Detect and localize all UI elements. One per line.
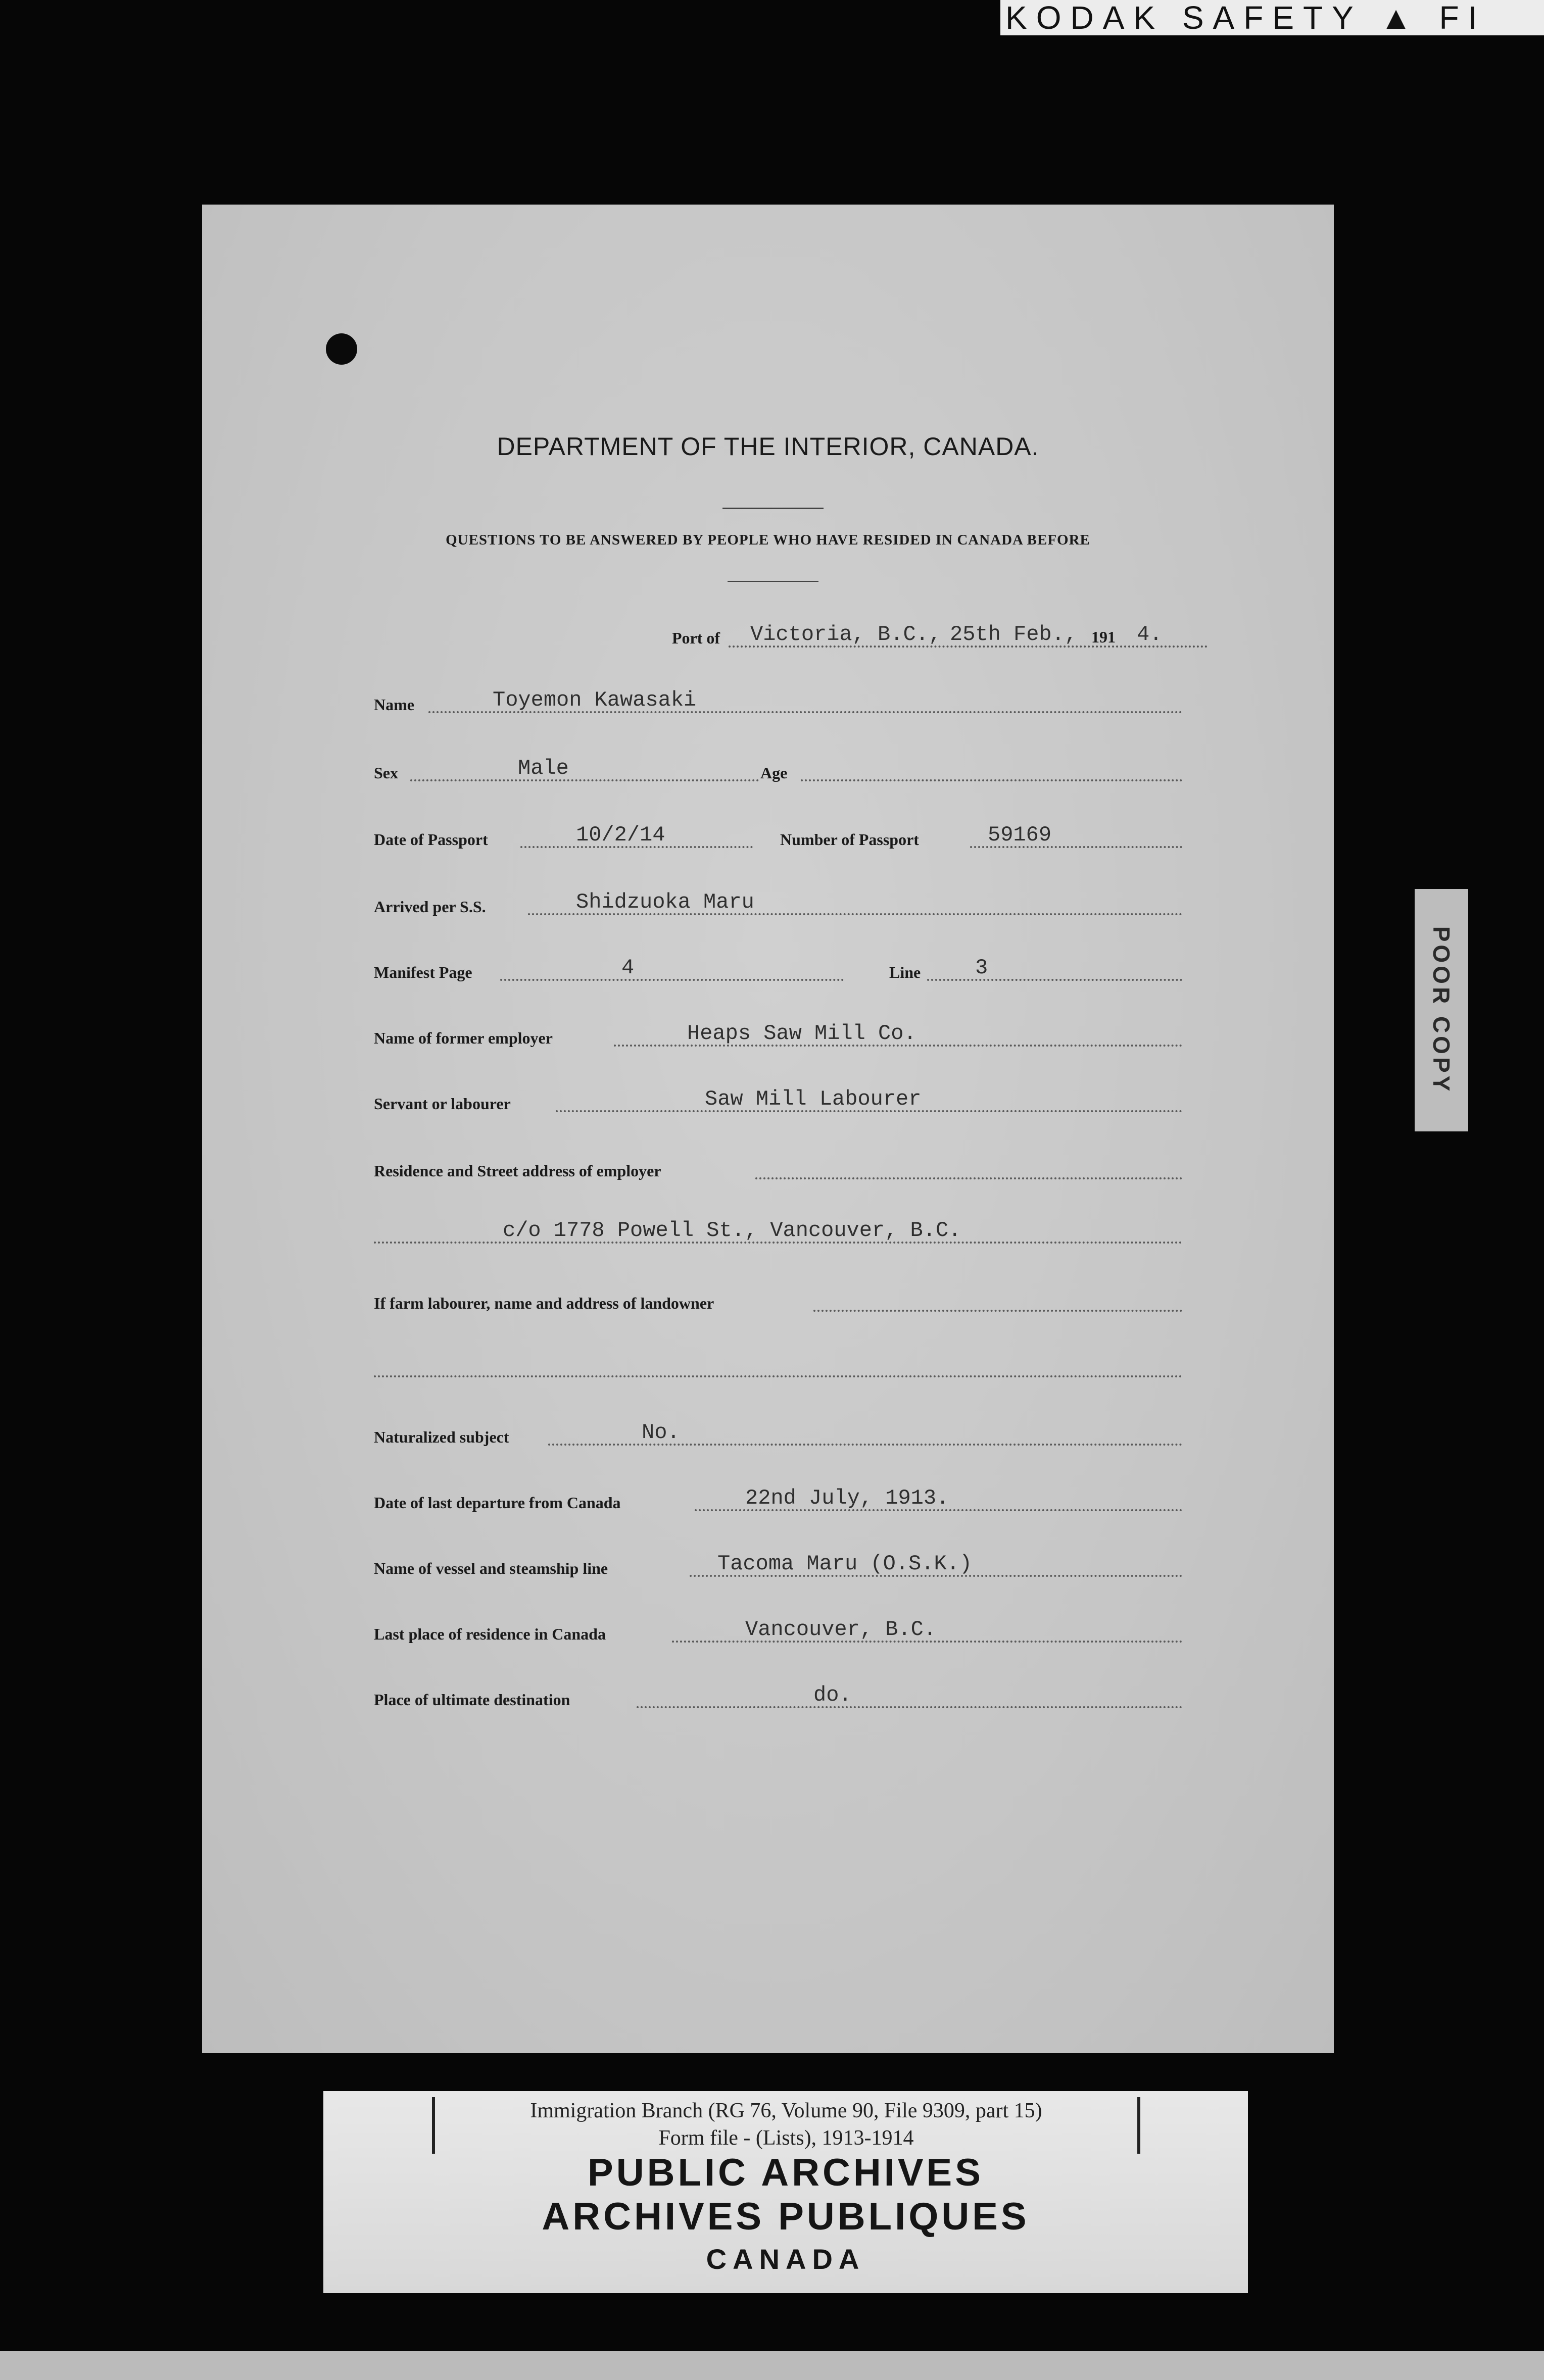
employer-address-dots xyxy=(755,1177,1182,1179)
name-label: Name xyxy=(374,696,414,714)
punch-hole xyxy=(326,333,357,365)
farm-line xyxy=(374,1351,1182,1381)
departure-label: Date of last departure from Canada xyxy=(374,1494,621,1512)
title-rule xyxy=(722,508,824,509)
archive-label xyxy=(323,2091,1248,2293)
reference-line-2: Form file - (Lists), 1913-1914 xyxy=(658,2126,914,2150)
manifest-dots xyxy=(500,979,844,981)
naturalized-label: Naturalized subject xyxy=(374,1428,509,1446)
employer-field xyxy=(374,1020,1182,1051)
form-subtitle: QUESTIONS TO BE ANSWERED BY PEOPLE WHO HAVE RESIDED IN CANADA BEFORE xyxy=(446,532,1090,548)
residence-field xyxy=(374,1616,1182,1647)
passport-number-value: 59169 xyxy=(988,823,1052,847)
vessel-field xyxy=(374,1551,1182,1581)
farm-dots xyxy=(813,1310,1182,1312)
manifest-value: 4 xyxy=(621,956,635,980)
year-prefix: 191 xyxy=(1091,628,1116,646)
farm-label: If farm labourer, name and address of landowner xyxy=(374,1294,714,1312)
age-dots xyxy=(801,779,1182,781)
arrived-value: Shidzuoka Maru xyxy=(576,890,754,914)
vessel-label: Name of vessel and steamship line xyxy=(374,1559,608,1577)
employer-address-value: c/o 1778 Powell St., Vancouver, B.C. xyxy=(503,1218,961,1243)
port-label: Port of xyxy=(672,629,720,647)
poor-copy-stamp xyxy=(1415,889,1468,1131)
line-dots xyxy=(927,979,1182,981)
film-bottom-strip xyxy=(0,2351,1544,2380)
destination-label: Place of ultimate destination xyxy=(374,1691,570,1709)
form-document xyxy=(202,205,1334,2053)
date-value: 25th Feb., xyxy=(950,622,1078,647)
farm-field xyxy=(374,1285,1182,1316)
arrived-field xyxy=(374,889,1182,919)
employer-address-line xyxy=(374,1217,1182,1248)
archives-publiques: ARCHIVES PUBLIQUES xyxy=(542,2195,1030,2238)
passport-field xyxy=(374,822,1182,852)
port-value: Victoria, B.C., xyxy=(750,622,942,647)
film-edge-label: KODAK SAFETY ▲ FI xyxy=(1000,0,1544,35)
naturalized-field xyxy=(374,1419,1182,1450)
passport-number-label: Number of Passport xyxy=(780,830,919,849)
department-title: DEPARTMENT OF THE INTERIOR, CANADA. xyxy=(497,432,1039,461)
residence-label: Last place of residence in Canada xyxy=(374,1625,606,1643)
passport-date-value: 10/2/14 xyxy=(576,823,665,847)
destination-dots xyxy=(637,1706,1182,1708)
archive-canada: CANADA xyxy=(706,2243,865,2275)
servant-label: Servant or labourer xyxy=(374,1095,511,1113)
sex-dots xyxy=(410,779,759,781)
vessel-value: Tacoma Maru (O.S.K.) xyxy=(717,1552,973,1576)
naturalized-value: No. xyxy=(642,1420,680,1445)
reference-line-1: Immigration Branch (RG 76, Volume 90, File 9309, part 15) xyxy=(530,2099,1042,2122)
farm-line-dots xyxy=(374,1375,1182,1377)
year-digit: 4. xyxy=(1137,622,1163,647)
employer-address-label: Residence and Street address of employer xyxy=(374,1162,661,1180)
sex-label: Sex xyxy=(374,764,398,782)
employer-label: Name of former employer xyxy=(374,1029,553,1047)
departure-value: 22nd July, 1913. xyxy=(745,1486,949,1510)
sex-age-field xyxy=(374,755,1182,785)
line-label: Line xyxy=(889,963,921,981)
name-value: Toyemon Kawasaki xyxy=(493,688,697,712)
public-archives: PUBLIC ARCHIVES xyxy=(588,2151,984,2194)
destination-field xyxy=(374,1682,1182,1712)
employer-address-field xyxy=(374,1153,1182,1183)
manifest-field xyxy=(374,955,1182,985)
arrived-label: Arrived per S.S. xyxy=(374,898,486,916)
age-label: Age xyxy=(760,764,788,782)
servant-value: Saw Mill Labourer xyxy=(705,1087,922,1111)
destination-value: do. xyxy=(813,1683,852,1707)
servant-field xyxy=(374,1086,1182,1116)
poor-copy-text: POOR COPY xyxy=(1428,926,1455,1095)
residence-value: Vancouver, B.C. xyxy=(745,1617,937,1642)
port-line xyxy=(672,621,1228,652)
line-value: 3 xyxy=(975,956,988,980)
name-field xyxy=(374,687,1182,717)
passport-date-label: Date of Passport xyxy=(374,830,488,849)
employer-value: Heaps Saw Mill Co. xyxy=(687,1021,916,1046)
subtitle-rule xyxy=(728,581,818,582)
departure-field xyxy=(374,1485,1182,1515)
manifest-label: Manifest Page xyxy=(374,963,472,981)
sex-value: Male xyxy=(518,756,569,780)
archive-reference xyxy=(432,2097,1140,2154)
